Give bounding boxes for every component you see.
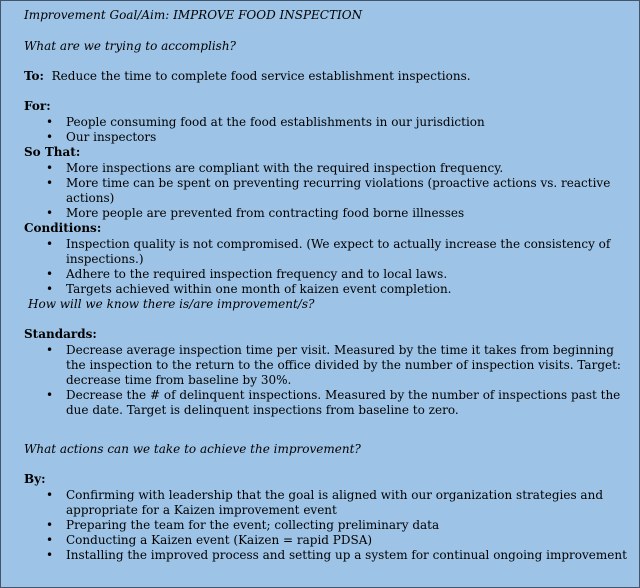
question-accomplish: What are we trying to accomplish?	[24, 39, 236, 53]
list-item: • More time can be spent on preventing recurring violations (proactive actions vs. reactive actions)	[1, 176, 635, 206]
so-that-label: So That:	[24, 145, 81, 159]
question-improvement: How will we know there is/are improvement/s?	[28, 297, 315, 311]
list-item: • Confirming with leadership that the goal is aligned with our organization strategies and appropriate for a Kaizen improvement event	[1, 488, 635, 518]
list-item: • Decrease the # of delinquent inspections. Measured by the number of inspections past the due date. Target is delinquent inspections from baseline to zero.	[1, 388, 635, 418]
list-item: • Preparing the team for the event; collecting preliminary data	[1, 518, 635, 533]
to-text: Reduce the time to complete food service establishment inspections.	[51, 69, 471, 83]
list-item: • Adhere to the required inspection frequency and to local laws.	[1, 267, 635, 282]
question-actions: What actions can we take to achieve the improvement?	[24, 442, 361, 456]
to-label: To:	[24, 69, 44, 83]
goal-line: Improvement Goal/Aim: IMPROVE FOOD INSPECTION	[24, 8, 363, 22]
conditions-list	[1, 237, 635, 297]
conditions-label: Conditions:	[24, 221, 102, 235]
by-list	[1, 488, 635, 563]
standards-label: Standards:	[24, 327, 97, 341]
list-item: • Our inspectors	[1, 130, 635, 145]
list-item: • Decrease average inspection time per visit. Measured by the time it takes from beginning the inspection to the return to the office divided by the number of inspection visits. Target: decrease time from baseline by 30%.	[1, 343, 635, 388]
so-that-list	[1, 161, 635, 221]
list-item: • Inspection quality is not compromised. (We expect to actually increase the consistency of inspections.)	[1, 237, 635, 267]
list-item: • More people are prevented from contracting food borne illnesses	[1, 206, 635, 221]
list-item: • More inspections are compliant with the required inspection frequency.	[1, 161, 635, 176]
list-item: • Conducting a Kaizen event (Kaizen = rapid PDSA)	[1, 533, 635, 548]
list-item: • People consuming food at the food establishments in our jurisdiction	[1, 115, 635, 130]
for-label: For:	[24, 99, 51, 113]
list-item: • Targets achieved within one month of kaizen event completion.	[1, 282, 635, 297]
standards-list	[1, 343, 635, 418]
by-label: By:	[24, 472, 46, 486]
list-item: • Installing the improved process and setting up a system for continual ongoing improvement	[1, 548, 635, 563]
to-statement	[24, 69, 635, 84]
for-list	[1, 115, 635, 145]
